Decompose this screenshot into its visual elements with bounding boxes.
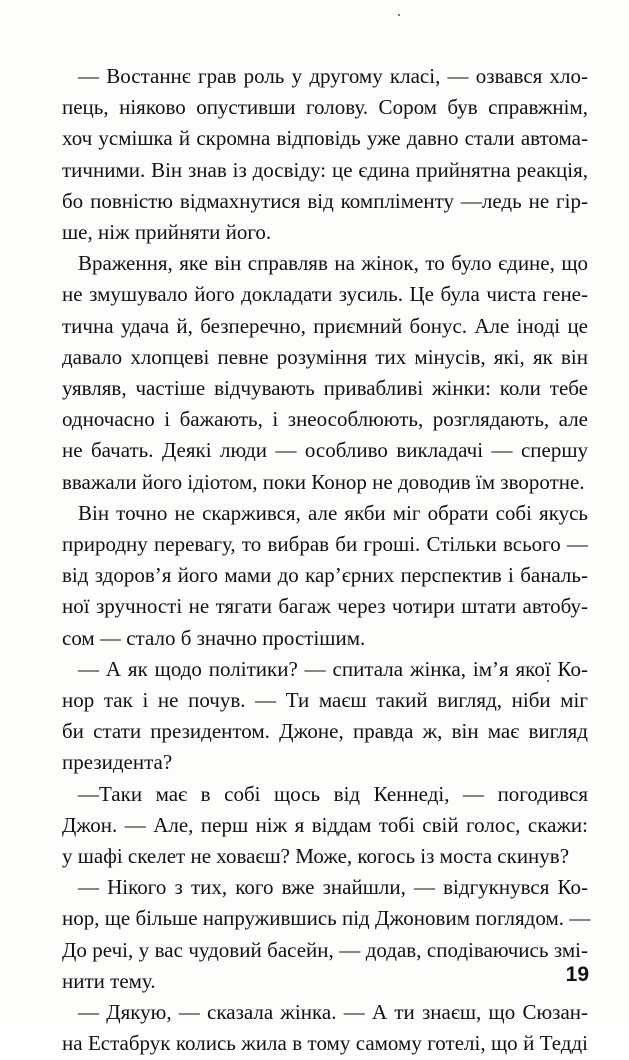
text-line: —Таки має в собі щось від Кеннеді, — погодився bbox=[78, 781, 588, 806]
text-line: одночасно і бажають, і знеособлюють, розглядають, але bbox=[62, 407, 588, 432]
text-line: Враження, яке він справляв на жінок, то було єдине, що bbox=[78, 251, 588, 276]
text-line: не змушувало його докладати зусиль. Це була чиста гене- bbox=[62, 282, 588, 307]
text-line: — А як щодо політики? — спитала жінка, ім’я якої Ко- bbox=[78, 656, 588, 681]
text-line: сом — стало б значно простішим. bbox=[62, 625, 366, 650]
page-number: 19 bbox=[565, 963, 589, 986]
text-line: Він точно не скаржився, але якби міг обрати собі якусь bbox=[78, 500, 588, 525]
text-line: природну перевагу, то вибрав би гроші. Стільки всього — bbox=[62, 532, 588, 557]
paragraph bbox=[62, 61, 588, 248]
text-line: президента? bbox=[62, 750, 173, 775]
paragraph bbox=[62, 997, 588, 1059]
text-line: ної зручності не тягати багаж через чотири штати автобу- bbox=[62, 594, 588, 619]
text-line: давало хлопцеві певне розуміння тих мінусів, які, як він bbox=[62, 344, 588, 369]
text-line: пець, ніяково опустивши голову. Сором був справжнім, bbox=[62, 95, 588, 120]
text-line: від здоров’я його мами до кар’єрних перспектив і баналь- bbox=[62, 563, 588, 588]
text-line: ше, ніж прийняти його. bbox=[62, 220, 272, 245]
text-line: уявляв, частіше відчувають привабливі жінки: коли тебе bbox=[62, 376, 588, 401]
scan-speck bbox=[398, 14, 400, 16]
paragraph bbox=[62, 779, 588, 873]
text-line: тична удача й, безперечно, приємний бонус. Але іноді це bbox=[62, 313, 588, 338]
text-line: — Востаннє грав роль у другому класі, — озвався хло- bbox=[78, 64, 588, 88]
text-line: би стати президентом. Джоне, правда ж, він має вигляд bbox=[62, 719, 588, 744]
paragraph bbox=[62, 872, 591, 997]
text-line: — Дякую, — сказала жінка. — А ти знаєш, що Сюзан- bbox=[78, 1000, 588, 1025]
text-line: До речі, у вас чудовий басейн, — додав, сподіваючись змі- bbox=[62, 937, 588, 962]
text-line: хоч усмішка й скромна відповідь уже давно стали автома- bbox=[62, 126, 588, 151]
text-line: нор, ще більше напружившись під Джоновим поглядом. — bbox=[62, 906, 591, 931]
paragraph bbox=[62, 248, 588, 498]
paragraph bbox=[62, 498, 588, 654]
text-line: — Нікого з тих, кого вже знайшли, — відгукнувся Ко- bbox=[78, 875, 588, 900]
body-text bbox=[62, 61, 591, 1060]
text-line: у шафі скелет не ховаєш? Може, когось із моста скинув? bbox=[62, 844, 570, 869]
text-line: нор так і не почув. — Ти маєш такий вигляд, ніби міг bbox=[62, 688, 588, 713]
text-line: Джон. — Але, перш ніж я віддам тобі свій голос, скажи: bbox=[62, 812, 588, 837]
text-line: не бачать. Деякі люди — особливо викладачі — спершу bbox=[62, 438, 588, 463]
paragraph bbox=[62, 654, 588, 779]
text-line: на Естабрук колись жила в тому самому готелі, що й Тедді bbox=[62, 1031, 588, 1056]
text-line: вважали його ідіотом, поки Конор не доводив їм зворотне. bbox=[62, 469, 585, 494]
text-line: тичними. Він знав із досвіду: це єдина прийнятна реакція, bbox=[62, 157, 588, 182]
text-line: бо повністю відмахнутися від компліменту —ледь не гір- bbox=[62, 188, 588, 213]
text-line: нити тему. bbox=[62, 968, 156, 993]
